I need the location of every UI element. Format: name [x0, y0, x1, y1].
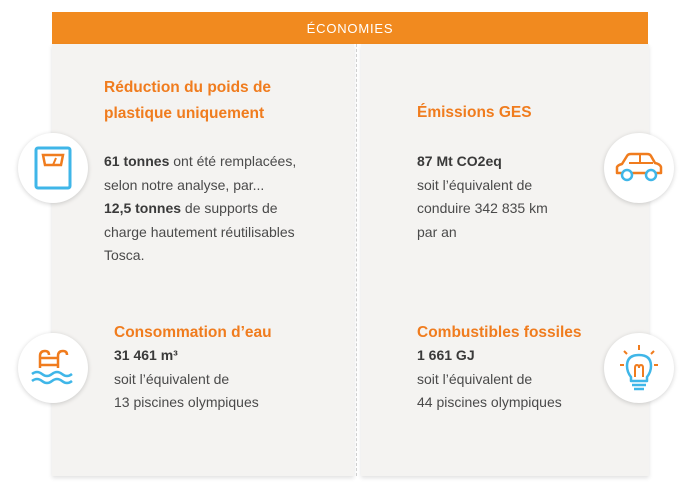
fuel-text1: soit l’équivalent de	[417, 370, 533, 387]
pool-ladder-icon-graphic	[30, 348, 76, 388]
ges-body	[417, 150, 548, 244]
water-body	[114, 344, 259, 415]
car-icon	[604, 133, 674, 203]
ges-value: 87 Mt CO2eq	[417, 153, 502, 169]
plastic-text2: selon notre analyse, par...	[104, 176, 265, 193]
water-value: 31 461 m³	[114, 347, 178, 363]
plastic-text4: charge hautement réutilisables	[104, 223, 295, 240]
ges-text3: par an	[417, 223, 457, 240]
fuel-value: 1 661 GJ	[417, 347, 475, 363]
plastic-value2: 12,5 tonnes	[104, 200, 182, 216]
water-text1: soit l’équivalent de	[114, 370, 230, 387]
lightbulb-icon	[604, 333, 674, 403]
plastic-value1: 61 tonnes	[104, 153, 170, 169]
ges-text1: soit l’équivalent de	[417, 176, 533, 193]
plastic-title-line2: plastique uniquement	[104, 105, 265, 122]
panel-divider	[356, 44, 358, 476]
pool-ladder-icon	[18, 333, 88, 403]
section-title: ÉCONOMIES	[306, 20, 394, 36]
water-title: Consommation d’eau	[114, 324, 272, 341]
fuel-title: Combustibles fossiles	[417, 324, 582, 341]
fuel-text2: 44 piscines olympiques	[417, 394, 562, 410]
plastic-text1: ont été remplacées,	[169, 153, 297, 169]
water-text2: 13 piscines olympiques	[114, 394, 259, 410]
scale-icon	[18, 133, 88, 203]
car-icon-graphic	[613, 151, 665, 185]
plastic-text5: Tosca.	[104, 247, 145, 263]
scale-icon-graphic	[33, 145, 73, 191]
fuel-body	[417, 344, 562, 415]
plastic-title	[104, 75, 271, 127]
plastic-title-line1: Réduction du poids de	[104, 79, 272, 96]
section-header	[52, 12, 648, 44]
ges-title: Émissions GES	[417, 104, 532, 121]
lightbulb-icon-graphic	[619, 344, 659, 392]
plastic-body	[104, 150, 296, 268]
ges-text2: conduire 342 835 km	[417, 200, 548, 216]
plastic-text3: de supports de	[181, 200, 278, 216]
